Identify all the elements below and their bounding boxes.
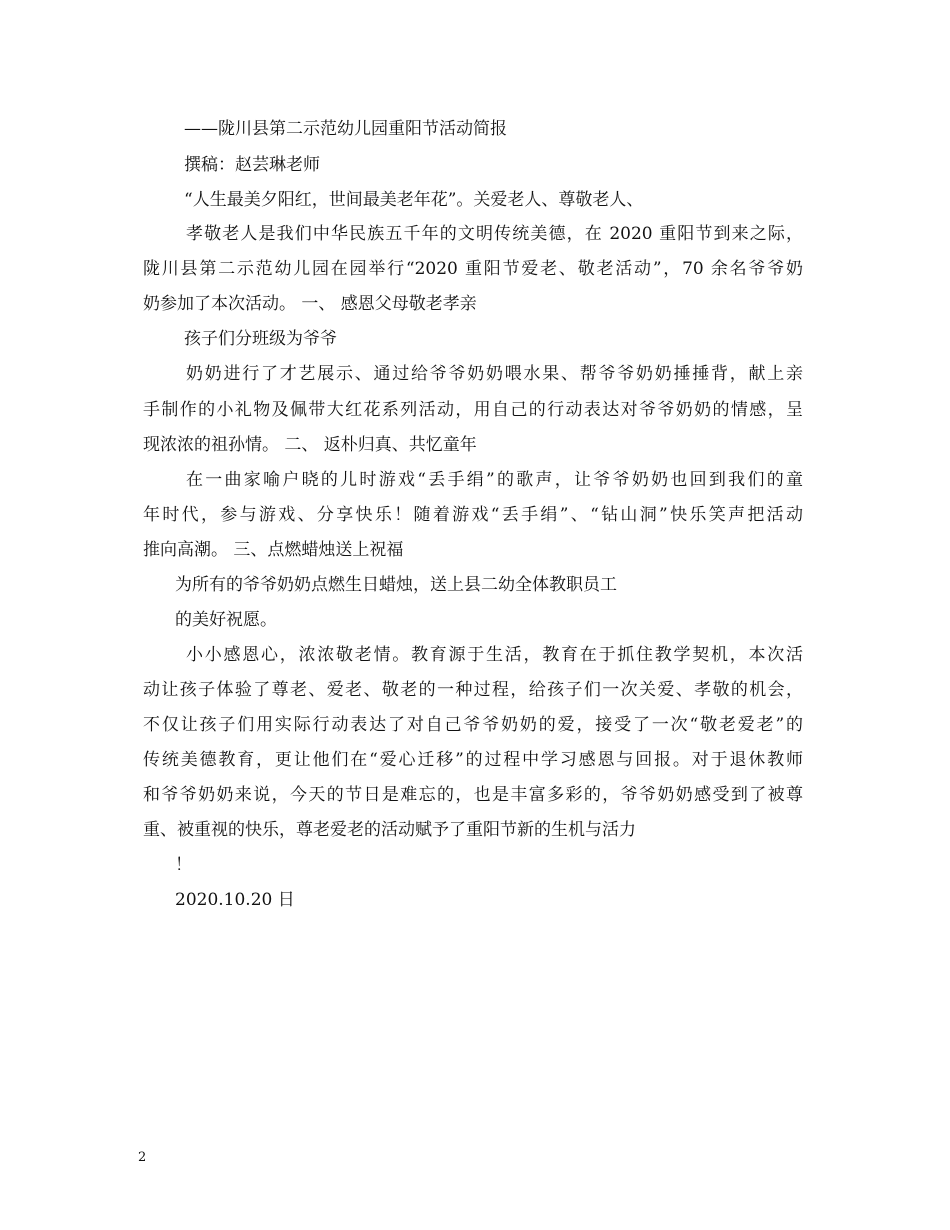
body-line: 和爷爷奶奶来说，今天的节日是难忘的，也是丰富多彩的，爷爷奶奶感受到了被尊 [143, 785, 803, 805]
body-line: 不仅让孩子们用实际行动表达了对自己爷爷奶奶的爱，接受了一次“敬老爱老”的 [143, 715, 803, 735]
section-three-heading-line: 推向高潮。 三、点燃蜡烛送上祝福 [143, 540, 404, 560]
body-line: 孩子们分班级为爷爷 [184, 329, 337, 349]
body-line: 的美好祝愿。 [175, 610, 277, 630]
page-number: 2 [138, 1150, 147, 1165]
body-line: 传统美德教育，更让他们在“爱心迁移”的过程中学习感恩与回报。对于退休教师 [143, 750, 803, 770]
author-line: 撰稿：赵芸琳老师 [184, 155, 320, 175]
body-line: 手制作的小礼物及佩带大红花系列活动，用自己的行动表达对爷爷奶奶的情感，呈 [143, 400, 803, 420]
exclamation-line: ！ [175, 855, 192, 875]
body-line: 孝敬老人是我们中华民族五千年的文明传统美德，在 2020 重阳节到来之际， [186, 224, 803, 244]
date-line: 2020.10.20 日 [175, 890, 295, 910]
section-one-heading-line: 奶参加了本次活动。 一、 感恩父母敬老孝亲 [143, 294, 477, 314]
body-line: 年时代，参与游戏、分享快乐！随着游戏“丢手绢”、“钻山洞”快乐笑声把活动 [143, 505, 803, 525]
body-line: 动让孩子体验了尊老、爱老、敬老的一种过程，给孩子们一次关爱、孝敬的机会， [143, 680, 803, 700]
body-line: 小小感恩心，浓浓敬老情。教育源于生活，教育在于抓住教学契机，本次活 [186, 645, 803, 665]
body-line: 为所有的爷爷奶奶点燃生日蜡烛，送上县二幼全体教职员工 [175, 575, 617, 595]
body-line: 在一曲家喻户晓的儿时游戏“丢手绢”的歌声，让爷爷奶奶也回到我们的童 [186, 470, 803, 490]
body-line: 重、被重视的快乐，尊老爱老的活动赋予了重阳节新的生机与活力 [143, 820, 636, 840]
body-line: 奶奶进行了才艺展示、通过给爷爷奶奶喂水果、帮爷爷奶奶捶捶背，献上亲 [186, 364, 803, 384]
body-line: 陇川县第二示范幼儿园在园举行“2020 重阳节爱老、敬老活动”，70 余名爷爷奶 [143, 259, 803, 279]
opening-quote-line: “人生最美夕阳红，世间最美老年花”。关爱老人、尊敬老人、 [184, 190, 644, 210]
report-title-line: ——陇川县第二示范幼儿园重阳节活动简报 [184, 119, 507, 139]
section-two-heading-line: 现浓浓的祖孙情。 二、 返朴归真、共忆童年 [143, 435, 477, 455]
